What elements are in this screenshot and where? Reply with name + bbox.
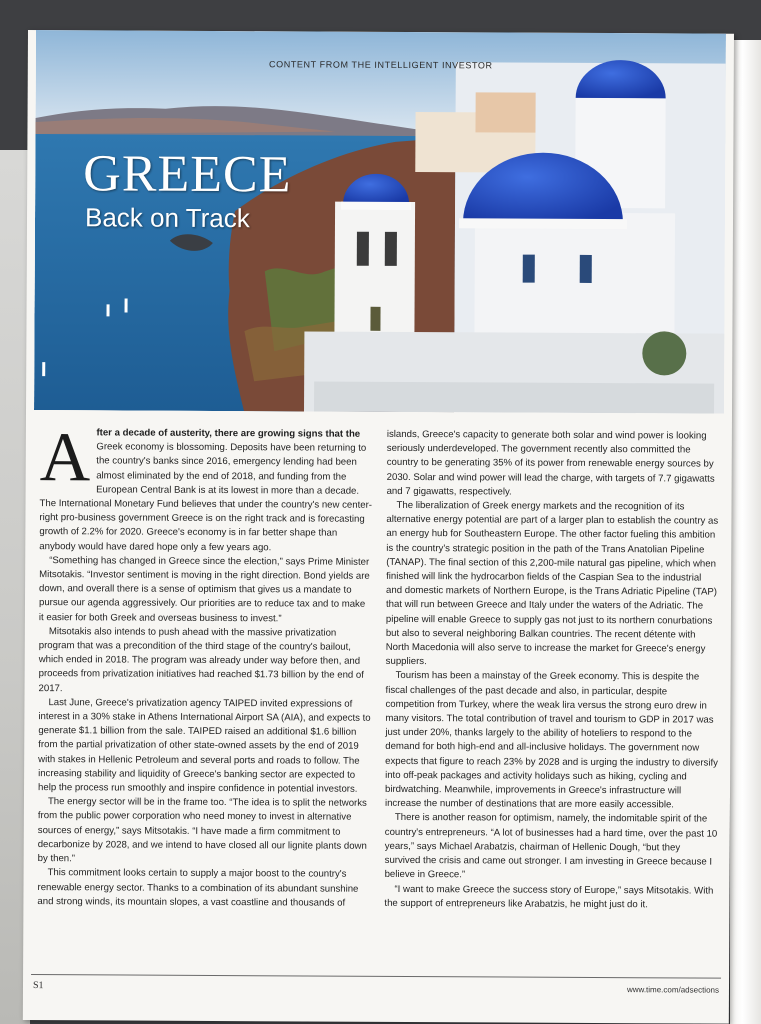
paragraph-8: The liberalization of Greek energy markets and the recognition of its alternative energy potential are part of a larger plan to establish the country as an energy hub for Southeastern Europe. The other factor fueling this ambition is the country's strategic position in the path of the Trans Anatolian Pipeline (TANAP). The final section of this 2,200-mile natural gas pipeline, which when finished will link the hydrocarbon fields of the Caspian Sea to the industrial and domestic markets of Northern Europe, is the Trans Adriatic Pipeline (TAP) that will run between Greece and Italy under the waters of the Adriatic. The pipeline will enable Greece to supply gas not just to its northern conurbations but also to several neighboring Balkan countries. The recent détente with North Macedonia will also serve to increase the market for Greece's energy suppliers. (385, 499, 719, 668)
footer-url: www.time.com/adsections (626, 985, 720, 995)
lead-in: fter a decade of austerity, there are growing signs that the (96, 427, 361, 440)
paragraph-1 (39, 419, 373, 556)
hero-photo (34, 30, 726, 414)
paragraph-3: Mitsotakis also intends to push ahead with the massive privatization program that was a precondition of the third stage of the country's bailout, which ended in 2018. The program was already under way before then, and proceeds from privatization initiatives had reached $1.73 billion by the end of 2017. (38, 625, 364, 694)
drop-cap: A (39, 419, 91, 497)
kicker: CONTENT FROM THE INTELLIGENT INVESTOR (269, 59, 493, 71)
next-page-edge (730, 40, 761, 1024)
paragraph-1-text: Greek economy is blossoming. Deposits have been returning to the country's banks since 2016, emergency lending had been almost eliminated by the end of 2018, and funding from the European Central Bank is at its lowest in more than a decade. The International Monetary Fund believes that under the country's new center-right pro-business government Greece is on the right track and is forecasting growth of 2.2% for 2020. Greece's economy is in far better shape than anybody would have dared hope only a few years ago. (39, 441, 373, 553)
paragraph-5: The energy sector will be in the frame too. “The idea is to split the networks from the public power corporation who need money to invest in alternative sources of energy,” says Mitsotakis. “I have made a firm commitment to decarbonize by 2028, and we intend to have closed all our lignite plants down by then.” (37, 796, 367, 865)
paragraph-6: This commitment looks certain to supply a major boost to the country's renewable energy sector. Thanks to a combination of its abundant sunshine and strong winds, its mountain slopes, a vast coastline and thousands of (37, 867, 359, 909)
paragraph-9: Tourism has been a mainstay of the Greek economy. This is despite the fiscal challenges of the past decade and also, in particular, despite competition from Turkey, where the weak lira versus the strong euro drew in many visitors. The total contribution of travel and tourism to GDP in 2017 was just under 20%, thanks largely to the ability of hoteliers to respond to the demand for both high-end and all-inclusive holidays. The government now expects that figure to reach 23% by 2028 and is urging the industry to diversify into off-peak packages and activity holidays such as hiking, cycling and birdwatching. Meanwhile, improvements in Greece's infrastructure will increase the number of destinations that are more easily accessible. (384, 670, 718, 811)
subheadline: Back on Track (84, 202, 250, 234)
paragraph-7: islands, Greece's capacity to generate both solar and wind power is looking seriously underdeveloped. The government recently also committed the country to be generating 35% of its power from renewable energy sources by 2030. Solar and wind power will lead the charge, with targets of 7.7 gigawatts and 7 gigawatts, respectively. (386, 428, 715, 498)
footer-rule (31, 974, 721, 979)
paragraph-10: There is another reason for optimism, namely, the indomitable spirit of the country's entrepreneurs. “A lot of businesses had a hard time, over the past 10 years,” says Michael Arabatzis, chairman of Hellenic Dough, “but they survived the crisis and came out stronger. I am investing in Greece because I believe in Greece.” (384, 812, 718, 881)
column-right (384, 428, 720, 975)
paragraph-2: “Something has changed in Greece since the election,” says Prime Minister Mitsotakis. “Investor sentiment is moving in the right direction. Bond yields are down, and overall there is a sense of optimism that gives us a mandate to pursue our agenda aggressively. Our priorities are to reduce tax and to make it easier for both Greek and overseas business to invest.” (38, 554, 370, 624)
headline: GREECE (83, 145, 292, 204)
paragraph-4: Last June, Greece's privatization agency TAIPED invited expressions of interest in a 30% stake in Athens International Airport SA (AIA), and expects to generate $1.1 billion from the sale. TAIPED raised an additional $1.6 billion from the partial privatization of other state-owned assets by the end of 2019 with stakes in Hellenic Petroleum and several ports and roads to follow. The increasing stability and liquidity of Greece's banking sector are expected to help the process run smoothly and inspire confidence in potential investors. (38, 696, 371, 795)
column-left (37, 419, 373, 973)
magazine-page (23, 30, 734, 1024)
page-number: S1 (32, 980, 44, 992)
article-body (37, 419, 720, 975)
paragraph-11: “I want to make Greece the success story of Europe,” says Mitsotakis. With the support of entrepreneurs like Arabatzis, he might just do it. (384, 883, 714, 910)
